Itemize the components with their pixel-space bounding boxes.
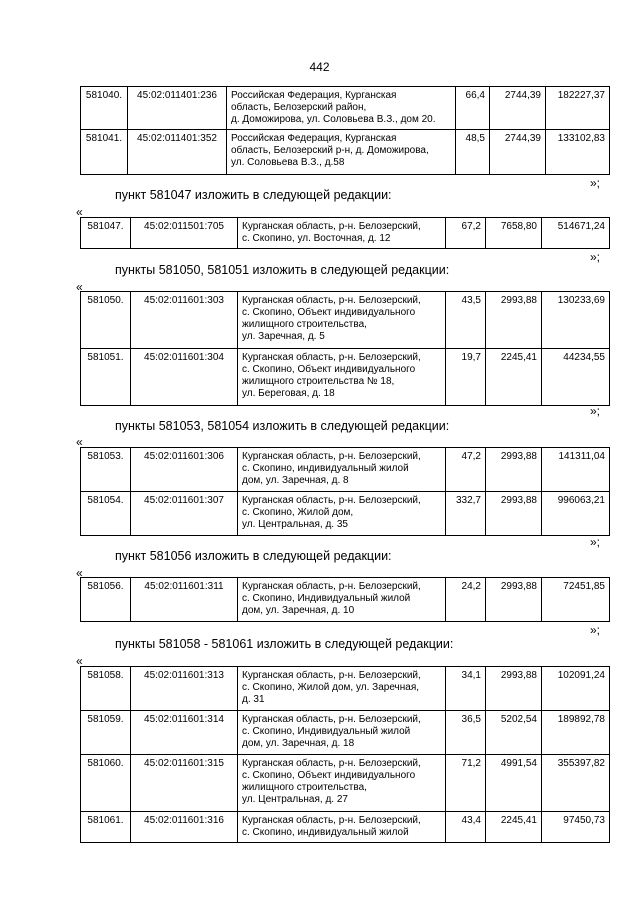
- address-cell: [238, 292, 446, 349]
- cadastral-value: 102091,24: [542, 667, 610, 711]
- cadastral-number: 45:02:011601:316: [131, 812, 238, 843]
- address-line: с. Скопино, Индивидуальный жилой: [242, 726, 411, 737]
- address-line: область, Белозерский р-н, д. Доможирова,: [231, 145, 429, 156]
- cadastral-value: 97450,73: [542, 812, 610, 843]
- address-line: Курганская область, р-н. Белозерский,: [242, 495, 421, 506]
- area-value: 43,4: [446, 812, 486, 843]
- address-cell: [238, 448, 446, 492]
- cadastral-value: 182227,37: [546, 87, 610, 130]
- address-line: жилищного строительства № 18,: [242, 376, 395, 387]
- row-number: 581051.: [81, 349, 131, 406]
- cadastral-number: 45:02:011601:315: [131, 755, 238, 812]
- opening-quote: «: [76, 205, 83, 219]
- rate-value: 2993,88: [486, 667, 542, 711]
- cadastral-number: 45:02:011501:705: [131, 218, 238, 249]
- address-line: Курганская область, р-н. Белозерский,: [242, 815, 421, 826]
- amendment-instruction: пункты 581058 - 581061 изложить в следующей редакции:: [115, 637, 454, 651]
- row-number: 581058.: [81, 667, 131, 711]
- address-cell: [238, 667, 446, 711]
- address-line: ул. Соловьева В.З., д.58: [231, 157, 345, 168]
- cadastral-number: 45:02:011401:352: [128, 130, 227, 175]
- rate-value: 5202,54: [486, 711, 542, 755]
- address-line: с. Скопино, ул. Восточная, д. 12: [242, 233, 391, 244]
- area-value: 36,5: [446, 711, 486, 755]
- table-row: [81, 349, 610, 406]
- row-number: 581053.: [81, 448, 131, 492]
- address-line: ул. Центральная, д. 35: [242, 519, 348, 530]
- opening-quote: «: [76, 654, 83, 668]
- address-line: с. Скопино, индивидуальный жилой: [242, 827, 409, 838]
- row-number: 581059.: [81, 711, 131, 755]
- table-row: [81, 87, 610, 130]
- table-block-2: [80, 291, 610, 406]
- address-cell: [227, 87, 456, 130]
- closing-quote: »;: [590, 176, 601, 190]
- address-cell: [238, 812, 446, 843]
- cadastral-value: 72451,85: [542, 578, 610, 622]
- opening-quote: «: [76, 435, 83, 449]
- table-row: [81, 492, 610, 536]
- cadastral-value: 130233,69: [542, 292, 610, 349]
- table-block-5: [80, 666, 610, 843]
- rate-value: 2744,39: [490, 130, 546, 175]
- opening-quote: «: [76, 566, 83, 580]
- row-number: 581056.: [81, 578, 131, 622]
- rate-value: 2993,88: [486, 292, 542, 349]
- area-value: 24,2: [446, 578, 486, 622]
- page-number: 442: [309, 60, 330, 74]
- area-value: 67,2: [446, 218, 486, 249]
- address-line: Курганская область, р-н. Белозерский,: [242, 221, 421, 232]
- amendment-instruction: пункт 581056 изложить в следующей редакции:: [115, 549, 392, 563]
- cadastral-value: 44234,55: [542, 349, 610, 406]
- address-cell: [227, 130, 456, 175]
- closing-quote: »;: [590, 535, 601, 549]
- cadastral-number: 45:02:011601:307: [131, 492, 238, 536]
- address-line: с. Скопино, Объект индивидуального: [242, 307, 416, 318]
- cadastral-value: 141311,04: [542, 448, 610, 492]
- amendment-instruction: пункты 581050, 581051 изложить в следующей редакции:: [115, 263, 450, 277]
- table-block-4: [80, 577, 610, 622]
- rate-value: 7658,80: [486, 218, 542, 249]
- cadastral-number: 45:02:011601:304: [131, 349, 238, 406]
- address-line: Курганская область, р-н. Белозерский,: [242, 758, 421, 769]
- area-value: 19,7: [446, 349, 486, 406]
- cadastral-number: 45:02:011601:313: [131, 667, 238, 711]
- rate-value: 2744,39: [490, 87, 546, 130]
- row-number: 581040.: [81, 87, 128, 130]
- row-number: 581047.: [81, 218, 131, 249]
- rate-value: 4991,54: [486, 755, 542, 812]
- address-line: д. 31: [242, 694, 265, 705]
- address-cell: [238, 218, 446, 249]
- closing-quote: »;: [590, 623, 601, 637]
- address-line: Российская Федерация, Курганская: [231, 133, 397, 144]
- rate-value: 2245,41: [486, 812, 542, 843]
- address-line: с. Скопино, Жилой дом, ул. Заречная,: [242, 682, 420, 693]
- row-number: 581041.: [81, 130, 128, 175]
- table-row: [81, 218, 610, 249]
- cadastral-value: 514671,24: [542, 218, 610, 249]
- amendment-instruction: пункт 581047 изложить в следующей редакции:: [115, 188, 392, 202]
- rate-value: 2993,88: [486, 492, 542, 536]
- address-line: ул. Центральная, д. 27: [242, 794, 348, 805]
- address-cell: [238, 711, 446, 755]
- table-row: [81, 292, 610, 349]
- address-line: Курганская область, р-н. Белозерский,: [242, 670, 421, 681]
- table-row: [81, 755, 610, 812]
- cadastral-value: 355397,82: [542, 755, 610, 812]
- address-line: жилищного строительства,: [242, 782, 367, 793]
- row-number: 581061.: [81, 812, 131, 843]
- area-value: 66,4: [456, 87, 490, 130]
- table-row: [81, 667, 610, 711]
- address-line: Курганская область, р-н. Белозерский,: [242, 352, 421, 363]
- address-cell: [238, 755, 446, 812]
- opening-quote: «: [76, 280, 83, 294]
- address-line: жилищного строительства,: [242, 319, 367, 330]
- cadastral-number: 45:02:011601:311: [131, 578, 238, 622]
- cadastral-value: 189892,78: [542, 711, 610, 755]
- table-block-3: [80, 447, 610, 536]
- cadastral-number: 45:02:011601:306: [131, 448, 238, 492]
- area-value: 71,2: [446, 755, 486, 812]
- table-row: [81, 812, 610, 843]
- rate-value: 2993,88: [486, 578, 542, 622]
- rate-value: 2245,41: [486, 349, 542, 406]
- address-line: д. Доможирова, ул. Соловьева В.З., дом 20.: [231, 114, 436, 125]
- row-number: 581054.: [81, 492, 131, 536]
- table-row: [81, 130, 610, 175]
- address-cell: [238, 349, 446, 406]
- address-line: Российская Федерация, Курганская: [231, 90, 397, 101]
- address-line: Курганская область, р-н. Белозерский,: [242, 295, 421, 306]
- area-value: 34,1: [446, 667, 486, 711]
- cadastral-value: 133102,83: [546, 130, 610, 175]
- address-line: дом, ул. Заречная, д. 10: [242, 605, 355, 616]
- area-value: 43,5: [446, 292, 486, 349]
- closing-quote: »;: [590, 404, 601, 418]
- row-number: 581050.: [81, 292, 131, 349]
- address-line: Курганская область, р-н. Белозерский,: [242, 581, 421, 592]
- address-line: область, Белозерский район,: [231, 102, 367, 113]
- table-block-1: [80, 217, 610, 249]
- cadastral-number: 45:02:011601:314: [131, 711, 238, 755]
- address-line: дом, ул. Заречная, д. 18: [242, 738, 355, 749]
- amendment-instruction: пункты 581053, 581054 изложить в следующей редакции:: [115, 419, 450, 433]
- address-line: дом, ул. Заречная, д. 8: [242, 475, 349, 486]
- address-line: с. Скопино, Жилой дом,: [242, 507, 354, 518]
- cadastral-value: 996063,21: [542, 492, 610, 536]
- address-line: ул. Заречная, д. 5: [242, 331, 325, 342]
- table-row: [81, 448, 610, 492]
- rate-value: 2993,88: [486, 448, 542, 492]
- address-line: с. Скопино, индивидуальный жилой: [242, 463, 409, 474]
- area-value: 332,7: [446, 492, 486, 536]
- table-row: [81, 711, 610, 755]
- address-cell: [238, 578, 446, 622]
- address-line: ул. Береговая, д. 18: [242, 388, 335, 399]
- cadastral-number: 45:02:011401:236: [128, 87, 227, 130]
- address-line: с. Скопино, Объект индивидуального: [242, 364, 416, 375]
- row-number: 581060.: [81, 755, 131, 812]
- table-block-0: [80, 86, 610, 175]
- table-row: [81, 578, 610, 622]
- area-value: 47,2: [446, 448, 486, 492]
- cadastral-number: 45:02:011601:303: [131, 292, 238, 349]
- address-line: с. Скопино, Объект индивидуального: [242, 770, 416, 781]
- address-line: Курганская область, р-н. Белозерский,: [242, 714, 421, 725]
- closing-quote: »;: [590, 250, 601, 264]
- address-line: Курганская область, р-н. Белозерский,: [242, 451, 421, 462]
- area-value: 48,5: [456, 130, 490, 175]
- address-line: с. Скопино, Индивидуальный жилой: [242, 593, 411, 604]
- address-cell: [238, 492, 446, 536]
